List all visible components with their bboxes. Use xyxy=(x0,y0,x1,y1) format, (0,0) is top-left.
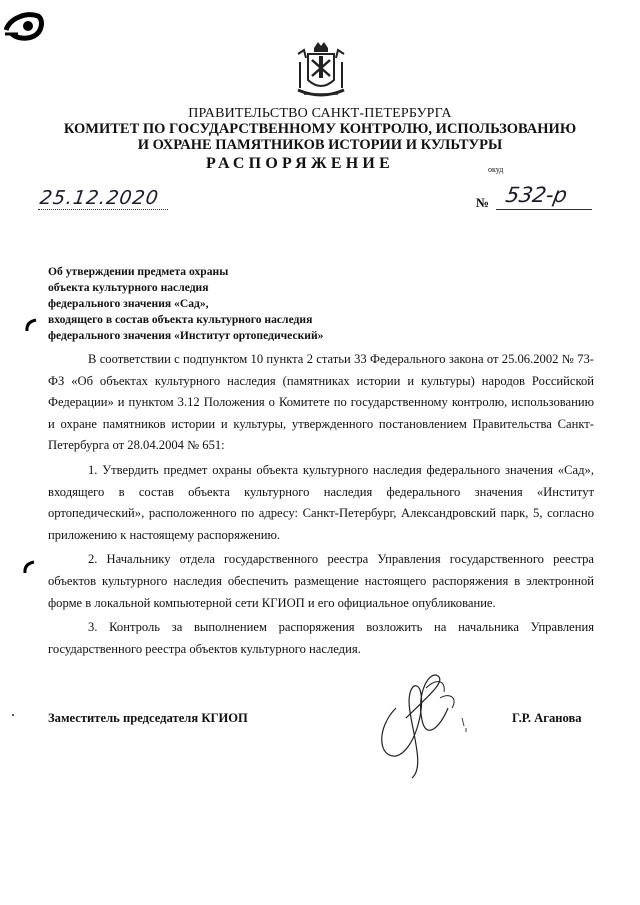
order-number: 532-р xyxy=(503,183,570,207)
coat-of-arms-icon xyxy=(294,40,348,102)
order-date: 25.12.2020 xyxy=(38,187,161,209)
subject-line: федерального значения «Сад», xyxy=(48,297,209,310)
subject-line: входящего в состав объекта культурного наследия xyxy=(48,313,313,326)
order-subject xyxy=(48,264,323,344)
government-title: ПРАВИТЕЛЬСТВО САНКТ-ПЕТЕРБУРГА xyxy=(188,106,452,121)
order-clause-3: 3. Контроль за выполнением распоряжения возложить на начальника Управления государственного реестра объектов культурного наследия. xyxy=(48,620,594,656)
punch-hole-mark-icon xyxy=(24,318,38,332)
okud-label: окуд xyxy=(488,165,504,174)
document-type-title: РАСПОРЯЖЕНИЕ xyxy=(206,155,394,172)
number-underline xyxy=(496,209,592,210)
date-underline xyxy=(38,209,168,210)
corner-scan-mark-icon xyxy=(4,8,44,42)
committee-title-line2: И ОХРАНЕ ПАМЯТНИКОВ ИСТОРИИ И КУЛЬТУРЫ xyxy=(137,137,503,153)
handwritten-signature xyxy=(366,668,496,780)
preamble-paragraph: В соответствии с подпунктом 10 пункта 2 статьи 33 Федерального закона от 25.06.2002 № 73-ФЗ «Об объектах культурного наследия (памятниках истории и культуры) народов Российской Федерации» и пунктом 3.12 Положения о Комитете по государственному контролю, использованию и охране памятников истории и культуры, утвержденного постановлением Правительства Санкт-Петербурга от 28.04.2004 № 651: xyxy=(48,352,594,453)
signatory-position: Заместитель председателя КГИОП xyxy=(48,711,248,725)
scan-speck xyxy=(12,714,14,716)
order-body xyxy=(48,349,594,663)
order-clause-1: 1. Утвердить предмет охраны объекта культурного наследия федерального значения «Сад», входящего в состав объекта культурного наследия федерального значения «Институт ортопедический», расположенного по адресу: Санкт-Петербург, Александровский парк, 5, согласно приложению к настоящему распоряжению. xyxy=(48,462,594,542)
committee-title-line1: КОМИТЕТ ПО ГОСУДАРСТВЕННОМУ КОНТРОЛЮ, ИСПОЛЬЗОВАНИЮ xyxy=(63,121,577,137)
subject-line: федерального значения «Институт ортопедический» xyxy=(48,329,324,342)
order-clause-2: 2. Начальнику отдела государственного реестра Управления государственного реестра объектов культурного наследия обеспечить размещение настоящего распоряжения в электронной форме в локальной компьютерной сети КГИОП и его официальное опубликование. xyxy=(48,552,594,610)
number-sign: № xyxy=(476,195,490,210)
subject-line: Об утверждении предмета охраны xyxy=(48,265,229,278)
subject-line: объекта культурного наследия xyxy=(48,281,209,294)
signatory-name: Г.Р. Аганова xyxy=(512,711,582,725)
punch-hole-mark-icon xyxy=(22,560,36,574)
